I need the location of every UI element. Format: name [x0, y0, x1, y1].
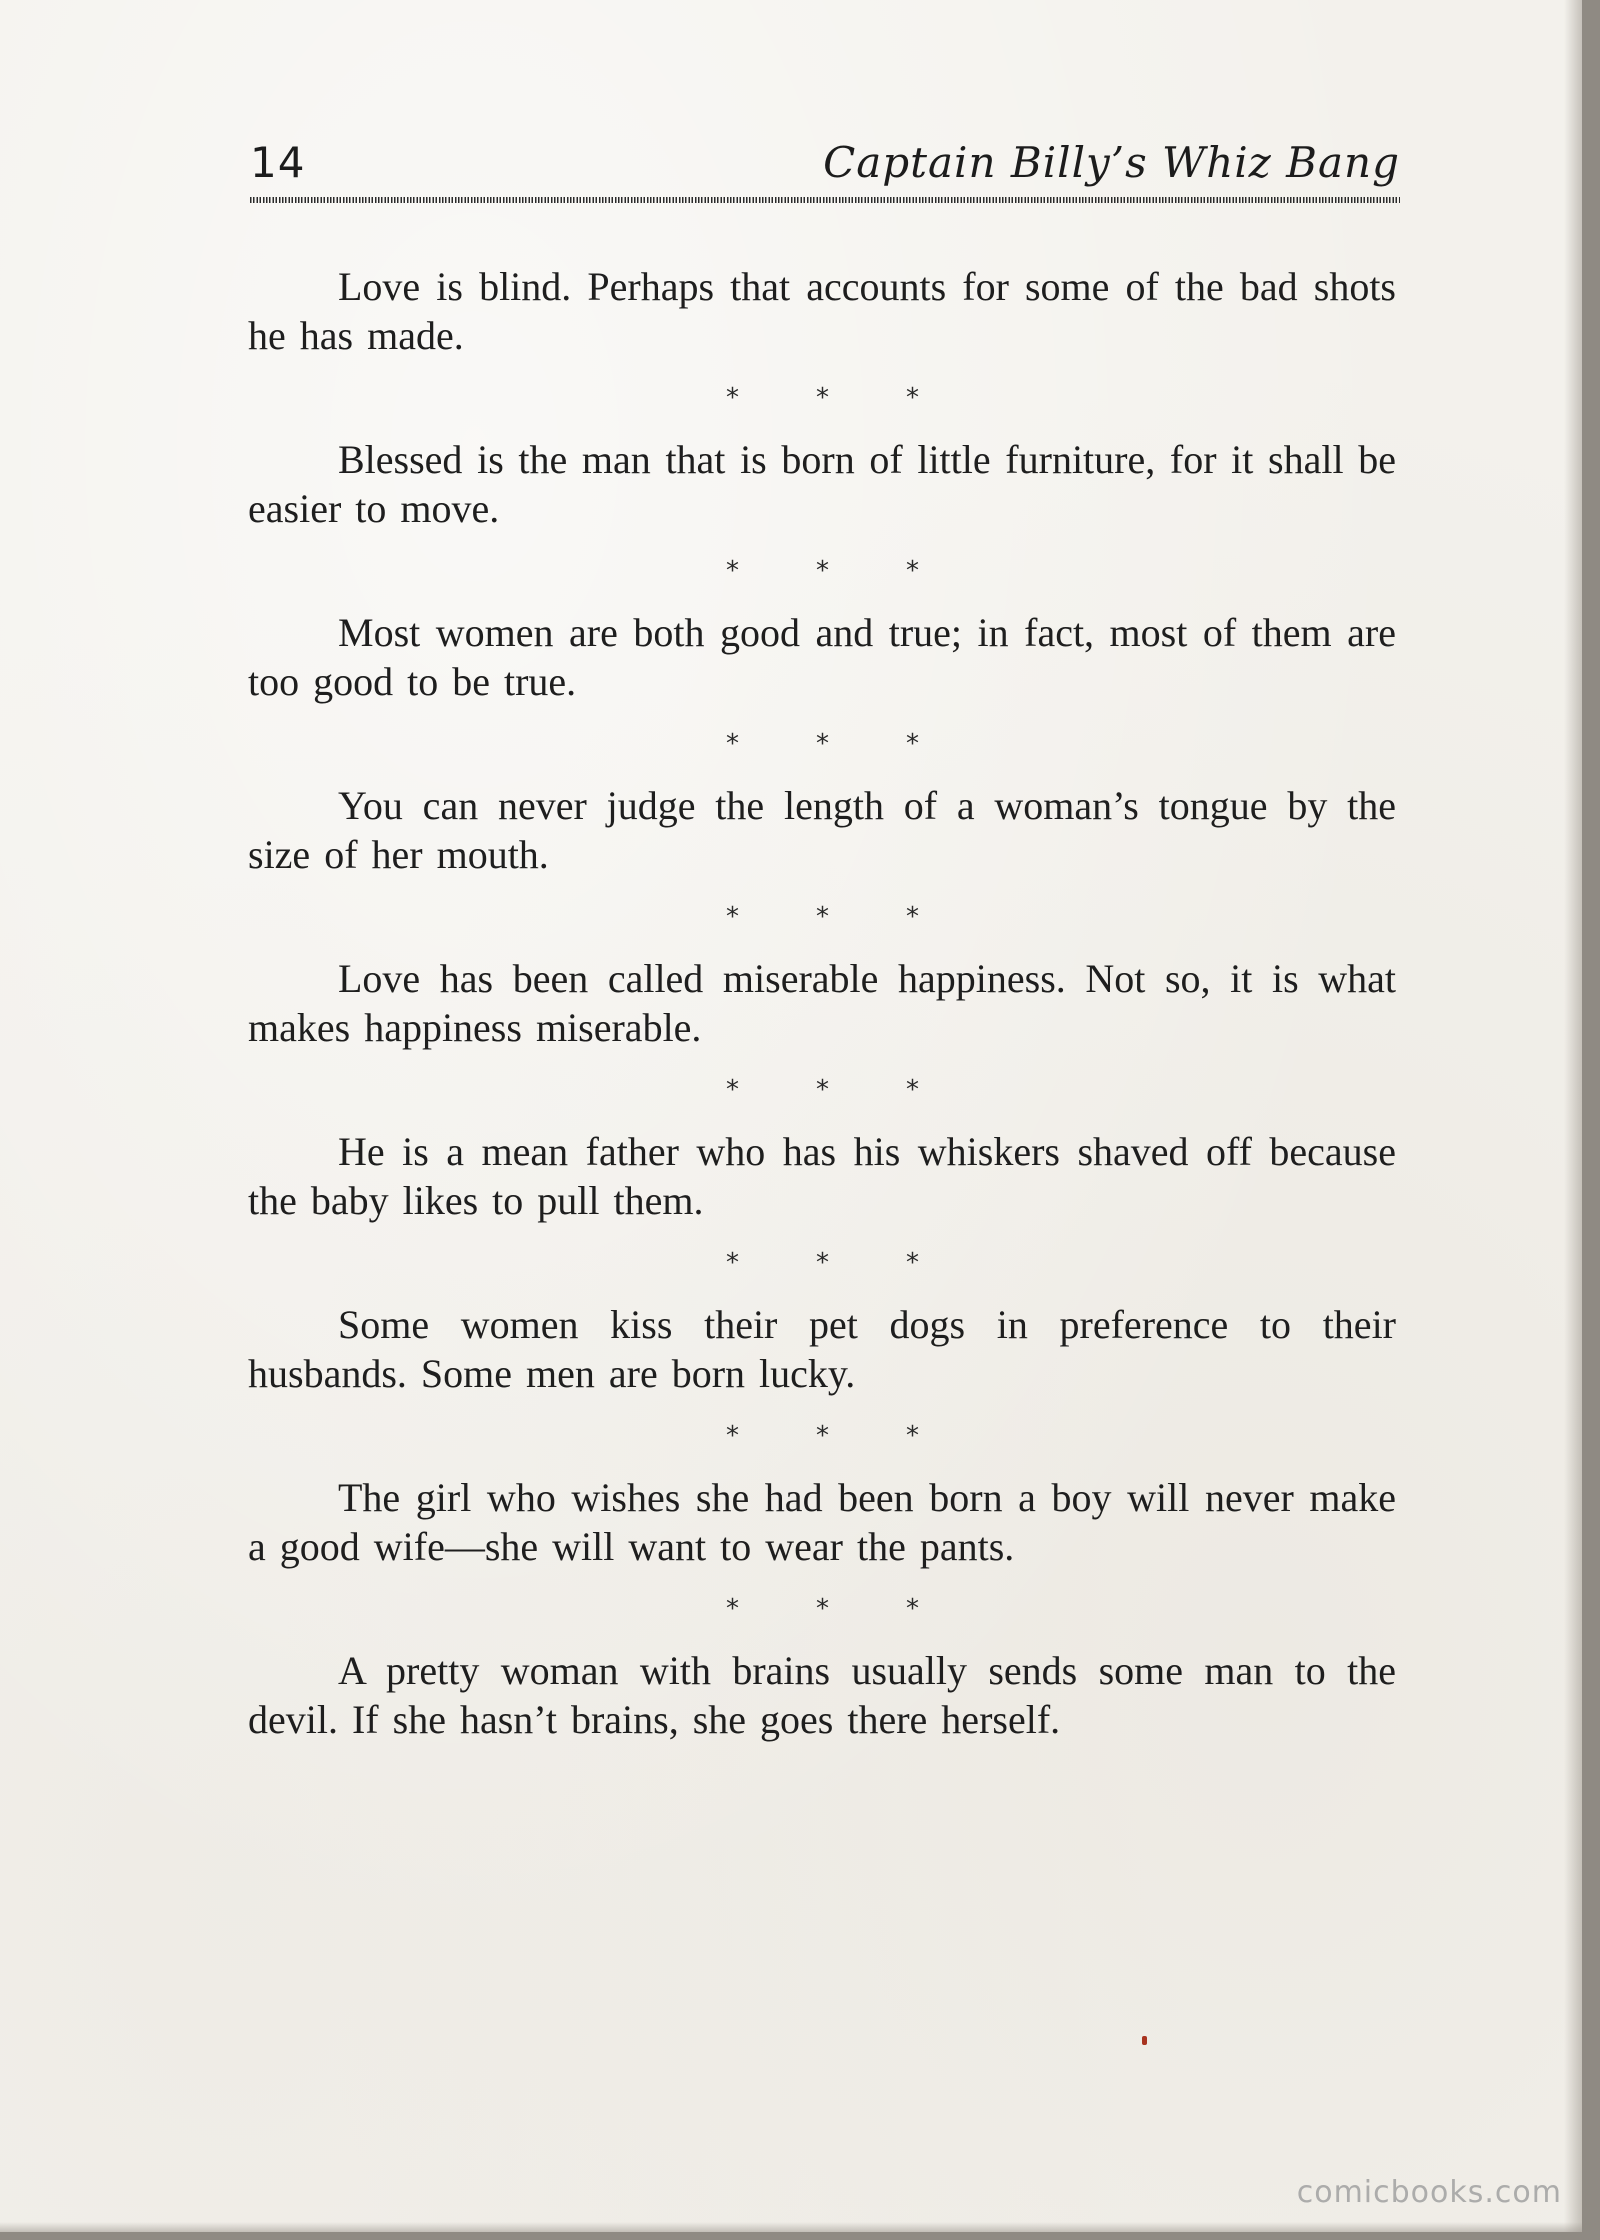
asterisk: * [816, 1248, 829, 1278]
asterisk-separator [248, 1398, 1396, 1473]
asterisk: * [816, 556, 829, 586]
joke-paragraph: Blessed is the man that is born of little furniture, for it shall be easier to move. [248, 437, 1396, 531]
joke-paragraph: The girl who wishes she had been born a boy will never make a good wife—she will want to wear the pants. [248, 1475, 1396, 1569]
joke-paragraph: Most women are both good and true; in fact, most of them are too good to be true. [248, 610, 1396, 704]
asterisk-separator [248, 1571, 1396, 1646]
running-title: Captain Billy’s Whiz Bang [823, 138, 1400, 187]
asterisk: * [726, 1075, 739, 1105]
asterisk-separator [248, 533, 1396, 608]
header-rule [250, 197, 1400, 203]
asterisk: * [726, 729, 739, 759]
asterisk-separator [248, 1052, 1396, 1127]
asterisk-separator [248, 879, 1396, 954]
asterisk-separator [248, 1225, 1396, 1300]
asterisk: * [726, 902, 739, 932]
asterisk: * [906, 1248, 919, 1278]
asterisk: * [906, 383, 919, 413]
page-spine-shadow [1564, 0, 1582, 2232]
page-bottom-edge [0, 2222, 1582, 2232]
joke-paragraph: Love has been called miserable happiness. Not so, it is what makes happiness miserable. [248, 956, 1396, 1050]
joke-paragraph: Some women kiss their pet dogs in preference to their husbands. Some men are born lucky. [248, 1302, 1396, 1396]
asterisk: * [726, 1594, 739, 1624]
asterisk: * [816, 902, 829, 932]
asterisk: * [816, 1421, 829, 1451]
asterisk: * [906, 1421, 919, 1451]
page-header [250, 138, 1400, 198]
asterisk: * [726, 1248, 739, 1278]
asterisk: * [906, 1075, 919, 1105]
asterisk-separator [248, 706, 1396, 781]
asterisk: * [726, 383, 739, 413]
asterisk: * [726, 556, 739, 586]
asterisk: * [816, 1075, 829, 1105]
asterisk: * [906, 1594, 919, 1624]
asterisk: * [906, 729, 919, 759]
asterisk-separator [248, 360, 1396, 435]
asterisk: * [906, 902, 919, 932]
joke-paragraph: You can never judge the length of a woman’s tongue by the size of her mouth. [248, 783, 1396, 877]
asterisk: * [816, 729, 829, 759]
asterisk: * [906, 556, 919, 586]
page-number: 14 [250, 138, 306, 187]
watermark: comicbooks.com [1296, 2175, 1562, 2210]
asterisk: * [816, 1594, 829, 1624]
asterisk: * [816, 383, 829, 413]
joke-paragraph: Love is blind. Perhaps that accounts for some of the bad shots he has made. [248, 264, 1396, 358]
jokes-column [248, 262, 1396, 1744]
joke-paragraph: He is a mean father who has his whiskers shaved off because the baby likes to pull them. [248, 1129, 1396, 1223]
ink-speck [1142, 2036, 1147, 2045]
asterisk: * [726, 1421, 739, 1451]
joke-paragraph: A pretty woman with brains usually sends some man to the devil. If she hasn’t brains, she goes there herself. [248, 1648, 1396, 1742]
